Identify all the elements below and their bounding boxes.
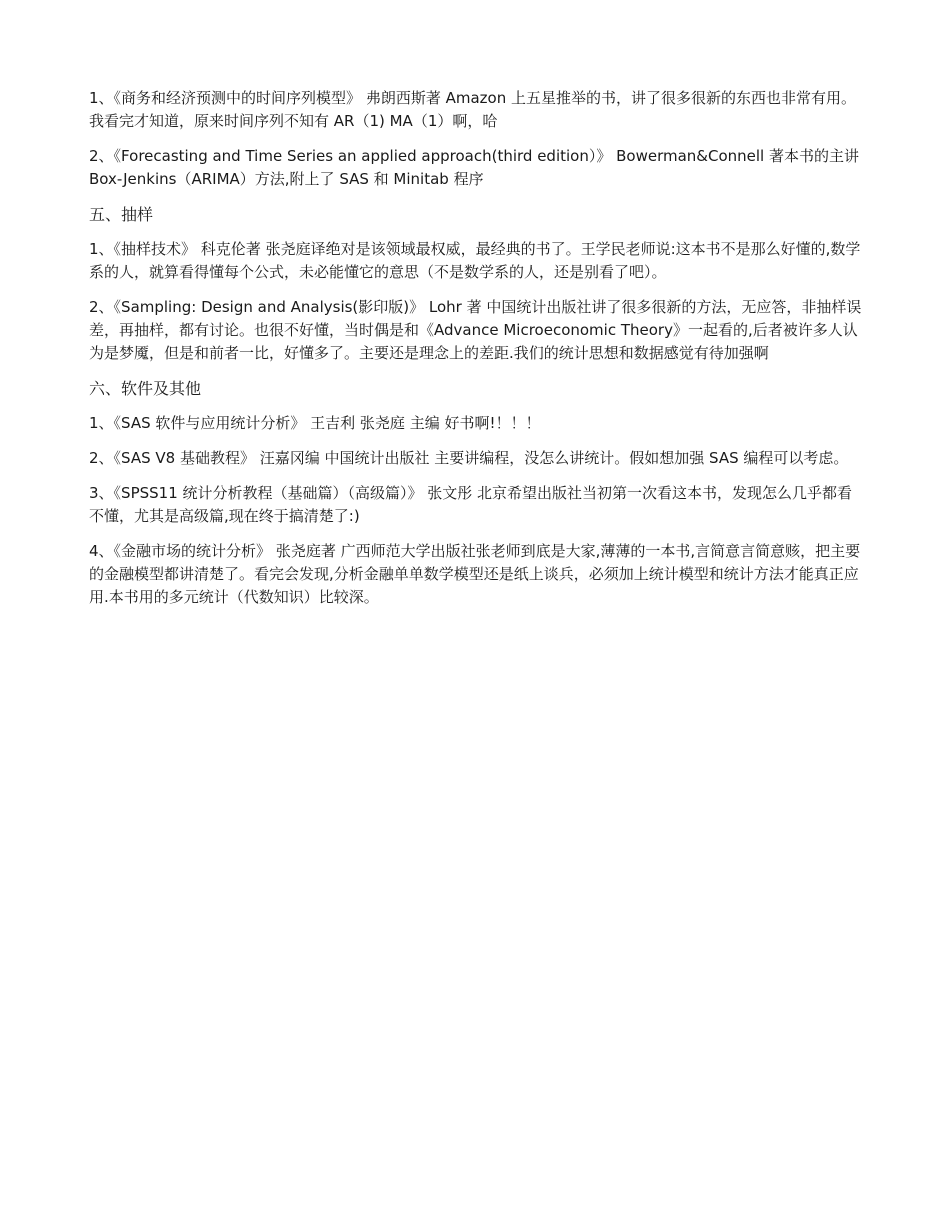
- paragraph-sampling-book-2: 2、《Sampling: Design and Analysis(影印版)》 Lohr 著 中国统计出版社讲了很多很新的方法，无应答，非抽样误差，再抽样，都有讨论。也很不好懂，当时偶是和《Advance Microeconomic Theory》一起看的,后者被许多人认为是梦魇，但是和前者一比，好懂多了。主要还是理念上的差距.我们的统计思想和数据感觉有待加强啊: [89, 298, 862, 362]
- paragraph-software-book-1: 1、《SAS 软件与应用统计分析》 王吉利 张尧庭 主编 好书啊!！！！: [89, 414, 541, 432]
- paragraph-forecasting-book-1: 1、《商务和经济预测中的时间序列模型》 弗朗西斯著 Amazon 上五星推举的书，讲了很多很新的东西也非常有用。我看完才知道，原来时间序列不知有 AR（1) MA（1）啊，哈: [89, 89, 856, 130]
- paragraph-software-book-2: 2、《SAS V8 基础教程》 汪嘉冈编 中国统计出版社 主要讲编程，没怎么讲统计。假如想加强 SAS 编程可以考虑。: [89, 449, 849, 467]
- section-heading-sampling: 五、抽样: [89, 205, 154, 224]
- paragraph-software-book-3: 3、《SPSS11 统计分析教程（基础篇）（高级篇）》 张文彤 北京希望出版社当初第一次看这本书，发现怎么几乎都看不懂，尤其是高级篇,现在终于搞清楚了:): [89, 484, 853, 525]
- paragraph-software-book-4: 4、《金融市场的统计分析》 张尧庭著 广西师范大学出版社张老师到底是大家,薄薄的一本书,言简意言简意赅，把主要的金融模型都讲清楚了。看完会发现,分析金融单单数学模型还是纸上谈兵，必须加上统计模型和统计方法才能真正应用.本书用的多元统计（代数知识）比较深。: [89, 542, 861, 606]
- section-heading-software: 六、软件及其他: [89, 379, 202, 398]
- paragraph-sampling-book-1: 1、《抽样技术》 科克伦著 张尧庭译绝对是该领域最权威，最经典的书了。王学民老师说:这本书不是那么好懂的,数学系的人，就算看得懂每个公式，未必能懂它的意思（不是数学系的人，还是别看了吧）。: [89, 240, 861, 281]
- paragraph-forecasting-book-2: 2、《Forecasting and Time Series an applied approach(third edition）》 Bowerman&Connell 著本书的主讲 Box-Jenkins（ARIMA）方法,附上了 SAS 和 Minitab 程序: [89, 147, 859, 188]
- document-body: [89, 87, 865, 621]
